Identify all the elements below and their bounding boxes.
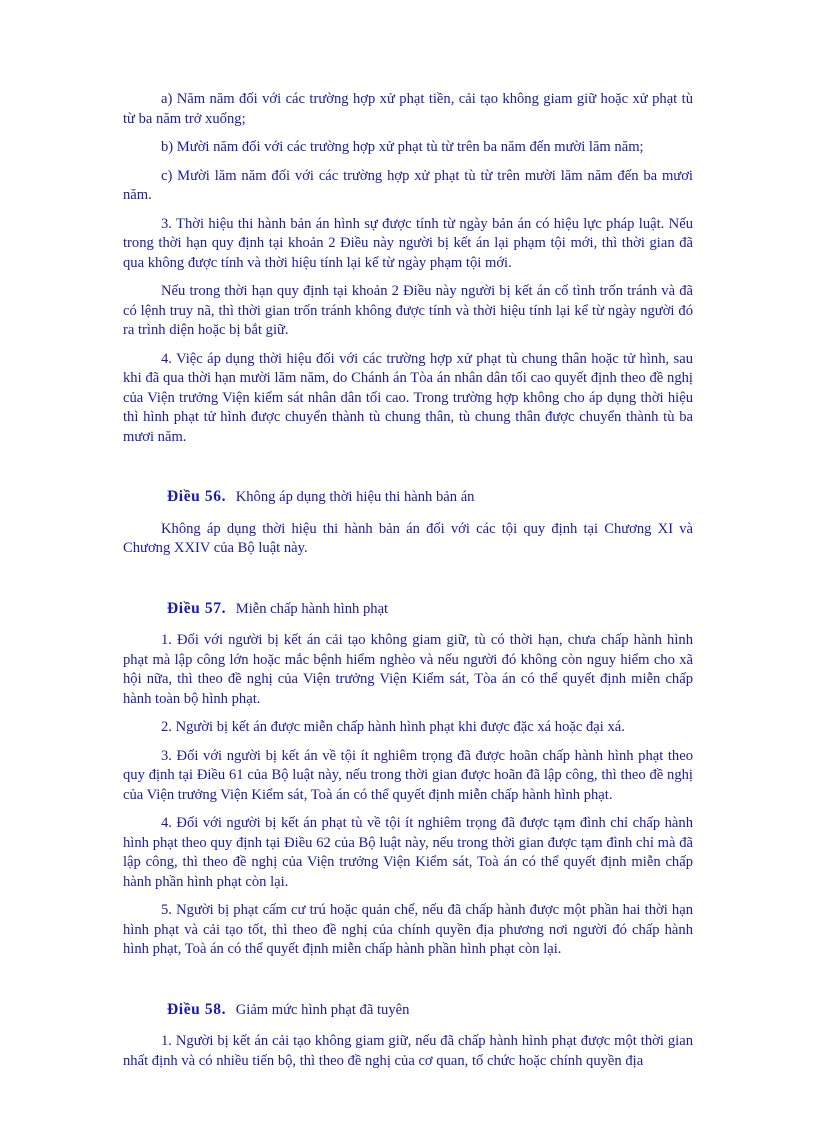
article-56-paragraph: Không áp dụng thời hiệu thi hành bản án đối với các tội quy định tại Chương XI và Chương XXIV của Bộ luật này. — [123, 520, 693, 556]
paragraph-4: 4. Việc áp dụng thời hiệu đối với các trường hợp xử phạt tù chung thân hoặc tử hình, sau khi đã qua thời hạn mười lăm năm, do Chánh án Tòa án nhân dân tối cao quyết định theo đề nghị của Viện trưởng Viện kiểm sát nhân dân tối cao. Trong trường hợp không cho áp dụng thời hiệu thì hình phạt tử hình được chuyển thành tù chung thân, tù chung thân được chuyển thành tù ba mươi năm. — [123, 350, 693, 445]
article-56-number: Điều 56. — [167, 488, 227, 505]
paragraph-3-continued: Nếu trong thời hạn quy định tại khoản 2 Điều này người bị kết án cố tình trốn tránh và đã có lệnh truy nã, thì thời gian trốn tránh không được tính và thời hiệu tính lại kể từ ngày người đó ra trình diện hoặc bị bắt giữ. — [123, 283, 693, 338]
article-57-title: Miễn chấp hành hình phạt — [235, 600, 389, 617]
article-58-clause-1: 1. Người bị kết án cải tạo không giam giữ, nếu đã chấp hành hình phạt được một thời gian nhất định và có nhiều tiến bộ, thì theo đề nghị của cơ quan, tổ chức hoặc chính quyền địa — [123, 1033, 693, 1069]
article-58-number: Điều 58. — [167, 1000, 227, 1018]
article-57-clause-1: 1. Đối với người bị kết án cải tạo không giam giữ, tù có thời hạn, chưa chấp hành hình phạt mà lập công lớn hoặc mắc bệnh hiểm nghèo và nếu người đó không còn nguy hiểm cho xã hội nữa, thì theo đề nghị của Viện trưởng Viện Kiểm sát, Tòa án có thể quyết định miễn chấp hành toàn bộ hình phạt. — [123, 632, 693, 707]
document-page — [123, 90, 693, 1080]
article-57-clause-4: 4. Đối với người bị kết án phạt tù về tội ít nghiêm trọng đã được tạm đình chỉ chấp hành hình phạt theo quy định tại Điều 62 của Bộ luật này, nếu trong thời gian được tạm đình chỉ mà đã lập công, thì theo đề nghị của Viện trưởng Viện Kiểm sát, Toà án có thể quyết định miễn chấp hành phần hình phạt còn lại. — [123, 815, 693, 890]
paragraph-2b: b) Mười năm đối với các trường hợp xử phạt tù từ trên ba năm đến mười lăm năm; — [161, 139, 644, 155]
paragraph-2c: c) Mười lăm năm đối với các trường hợp xử phạt tù từ trên mười lăm năm đến ba mươi năm. — [123, 167, 693, 203]
article-57-clause-3: 3. Đối với người bị kết án về tội ít nghiêm trọng đã được hoãn chấp hành hình phạt theo quy định tại Điều 61 của Bộ luật này, nếu trong thời gian được hoãn đã lập công, thì theo đề nghị của Viện trưởng Viện Kiểm sát, Toà án có thể quyết định miễn chấp hành hình phạt. — [123, 747, 693, 803]
article-58-heading — [123, 1000, 693, 1021]
article-57-clause-2: 2. Người bị kết án được miễn chấp hành hình phạt khi được đặc xá hoặc đại xá. — [161, 719, 625, 735]
article-57-heading — [123, 599, 693, 620]
paragraph-2a: a) Năm năm đối với các trường hợp xử phạt tiền, cải tạo không giam giữ hoặc xử phạt tù từ ba năm trở xuống; — [123, 91, 693, 127]
article-57-number: Điều 57. — [167, 599, 227, 617]
article-56-heading — [123, 487, 693, 508]
article-57-clause-5: 5. Người bị phạt cấm cư trú hoặc quản chế, nếu đã chấp hành được một phần hai thời hạn hình phạt và cải tạo tốt, thì theo đề nghị của chính quyền địa phương nơi người đó chấp hành hình phạt, Toà án có thể quyết định miễn chấp hành phần hình phạt còn lại. — [123, 902, 693, 957]
article-58-title: Giảm mức hình phạt đã tuyên — [235, 1001, 410, 1018]
article-56-title: Không áp dụng thời hiệu thi hành bản án — [235, 489, 475, 505]
paragraph-3: 3. Thời hiệu thi hành bản án hình sự được tính từ ngày bản án có hiệu lực pháp luật. Nếu trong thời hạn quy định tại khoản 2 Điều này người bị kết án lại phạm tội mới, thì thời gian đã qua không được tính và thời hiệu tính lại kể từ ngày phạm tội mới. — [123, 215, 693, 271]
